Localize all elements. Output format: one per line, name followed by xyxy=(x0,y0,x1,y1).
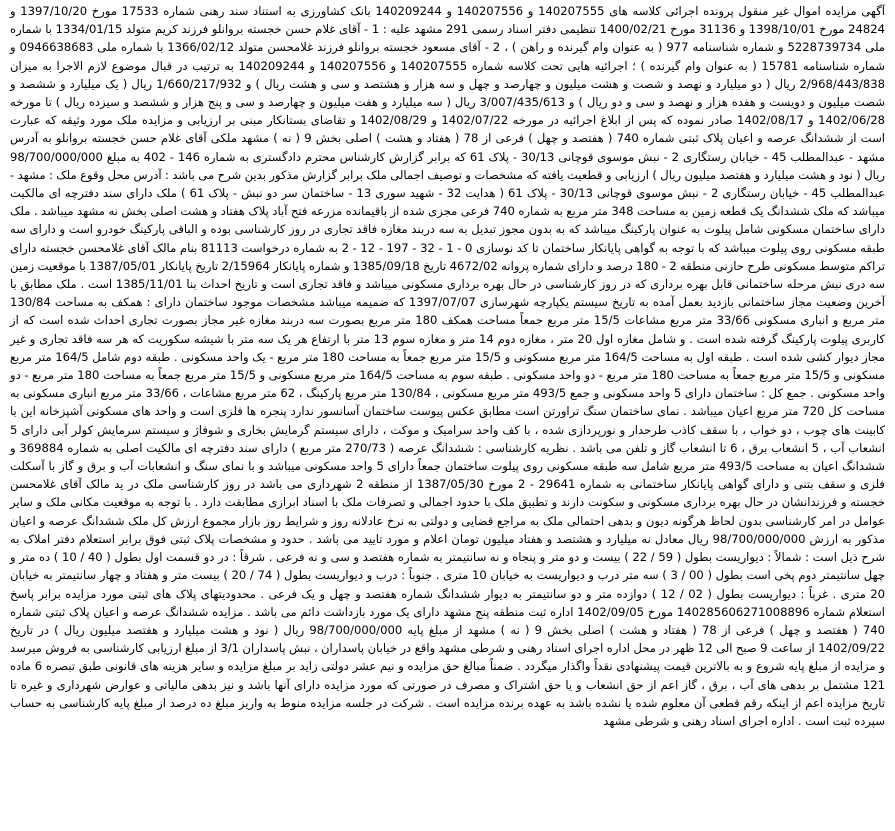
notice-body: آگهی مزایده اموال غیر منقول پرونده اجرائی کلاسه های 140207555 و 140207556 و 140209244 بانک کشاورزی به استناد سند رهنی شماره 17533 مورخ 1397/10/20 و 24824 مورخ 1398/10/01 و 31136 مورخ 1400/02/21 تنظیمی دفتر اسناد رسمی 291 مشهد علیه : 1 - آقای غلام حسن خجسته بروانلو فرزند کریم متولد 1334/01/15 با شماره ملی 5228739734 و شماره شناسنامه 977 ( به عنوان وام گیرنده و راهن ) ، 2 - آقای مسعود خجسته بروانلو فرزند غلامحسن متولد 1366/02/12 با شماره ملی 0946638683 و شماره شناسنامه 15781 ( به عنوان وام گیرنده ) ؛ اجرائیه هایی تحت کلاسه شماره 140207555 و 140207556 و 140209244 به ترتیب در قبال موضوع لازم الاجرا به میزان 2/968/443/838 ریال ( دو میلیارد و نهصد و شصت و هشت میلیون و چهارصد و چهل و سه هزار و هشتصد و سی و هشت ریال ) و 1/660/217/932 ریال ( یک میلیارد و ششصد و شصت میلیون و دویست و هفده هزار و نهصد و سی و دو ریال ) و 3/007/435/613 ریال ( سه میلیارد و هفت میلیون و چهارصد و سی و پنج هزار و ششصد و سیزده ریال ) تا مورخه 1402/06/28 و 1402/08/17 صادر نموده که پس از ابلاغ اجرائیه در مورخه 1402/07/22 و 1402/08/29 و تقاضای بستانکار مبنی بر ارزیابی و مزایده ملک مورد وثیقه که عبارت است از ششدانگ عرصه و اعیان پلاک ثبتی شماره 740 ( هفتصد و چهل ) فرعی از 78 ( هفتاد و هشت ) اصلی بخش 9 ( نه ) مشهد ملکی آقای غلام حسن خجسته بروانلو به آدرس مشهد - عبدالمطلب 45 - خیابان رستگاری 2 - نبش موسوی قوچانی 30/13 - پلاک 61 که برابر گزارش کارشناس محترم دادگستری به شماره 146 - 402 به مبلغ 98/700/000/000 ریال ( نود و هشت میلیارد و هفتصد میلیون ریال ) ارزیابی و قطعیت یافته که مشخصات و توصیف اجمالی ملک برابر گزارش مذکور بدین شرح می باشد : آدرس محل وقوع ملک : مشهد - عبدالمطلب 45 - خیابان رستگاری 2 - نبش موسوی قوچانی 30/13 - پلاک 61 ( هدایت 32 - شهید سوری 13 - ساختمان سر دو نبش - پلاک 61 ) ملک دارای سند دفترچه ای مالکیت میباشد که ملک ششدانگ یک قطعه زمین به مساحت 348 متر مربع به شماره 740 فرعی مجزی شده از باقیمانده مزرعه فتح آباد پلاک هفتاد و هشت اصلی بخش نه مشهد میباشد . ملک دارای ساختمان مسکونی شامل پیلوت به عنوان پارکینگ میباشد که به بدون مجوز تبدیل به سه دربند مغازه فاقد تجاری در روز کارشناسی بوده و الباقی پارکینگ خودرو است و دارای سه طبقه مسکونی روی پیلوت میباشد که با توجه به گواهی پایانکار ساختمان تا کد نوسازی 0 - 1 - 32 - 197 - 12 - 2 به شماره درخواست 81113 بنام مالک آقای غلامحسن خجسته دارای تراکم متوسط مسکونی طرح حازنی منطقه 2 - 180 درصد و دارای شماره پروانه 4672/02 تاریخ 1385/09/18 و شماره پایانکار 2/15964 تاریخ پایانکار 1387/05/01 با موقعیت زمین سه دری نبش مرحله ساختمانی قابل بهره برداری که در روز کارشناسی در حال بهره برداری مسکونی میباشد و فاقد تجاری است و تاریخ احداث بنا 1385/11/01 است . ملک مطابق با آخرین وضعیت مجاز ساختمانی بازدید بعمل آمده به تاریخ سیستم یکپارچه شهرسازی 1397/07/07 که ضمیمه میباشد مشخصات موجود ساختمان دارای : همکف به مساحت 130/84 متر مربع و انباری مسکونی 33/66 متر مربع مشاعات 15/5 متر مربع جمعاً مساحت همکف 180 متر مربع بصورت سه دربند مغازه غیر مجاز بصورت تجاری احداث شده است که از کاربری پیلوت پارکینگ گرفته شده است . و شامل مغازه اول 20 متر ، مغازه دوم 14 متر و مغازه سوم 13 متر با ارتفاع هر یک سه متر با شیشه سکوریت که هر سه فاقد تجاری و غیر مجاز دیوار کشی شده است . طبقه اول به مساحت 164/5 متر مربع مسکونی و 15/5 متر مربع جمعاً به مساحت 180 متر مربع - یک واحد مسکونی . طبقه دوم شامل 164/5 متر مربع مسکونی و 15/5 متر مربع جمعاً به مساحت 180 متر مربع - دو واحد مسکونی . طبقه سوم به مساحت 164/5 متر مربع مسکونی و 15/5 متر مربع جمعاً به مساحت 180 متر مربع - دو واحد مسکونی . جمع کل : ساختمان دارای 5 واحد مسکونی و جمع 493/5 متر مربع مسکونی ، 130/84 متر مربع پارکینگ ، 62 متر مربع مشاعات ، 33/66 متر مربع انباری مسکونی به مساحت کل 720 متر مربع اعیان میباشد . نمای ساختمان سنگ تراورتن است مطابق عکس پیوست ساختمان آسانسور ندارد پنجره ها فلزی است و واحد های مسکونی آشپزخانه این با کابینت های چوب ، دو خواب ، با سقف کاذب طرحدار و نورپردازی شده ، با کف واحد سرامیک و موکت ، دارای سیستم گرمایش بخاری و شوفاژ و سیستم سرمایش کولر آبی دارای 5 انشعاب آب ، 5 انشعاب برق ، 6 تا انشعاب گاز و تلفن می باشد . نظریه کارشناسی : ششدانگ عرصه ( 270/73 متر مربع ) دارای سند دفترچه ای مالکیت اصلی به شماره 369884 و ششدانگ اعیان به مساحت 493/5 متر مربع شامل سه طبقه مسکونی روی پیلوت ساختمان جمعاً دارای 5 واحد مسکونی میباشد و با نمای سنگ و انشعابات آب و برق و گاز با آسکلت فلزی و سقف بتنی و دارای گواهی پایانکار ساختمانی به شماره 29641 - 2 مورخ 1387/05/30 از منطقه 2 شهرداری می باشد در روز کارشناسی ملک در ید مالک آقای غلامحسن خجسته و فرزندانشان در حال بهره برداری مسکونی و سکونت دارند و تطبیق ملک با حدود اجمالی و تصرفات ملک با اسناد ابرازی مطابقت دارد . با توجه به موقعیت مکانی ملک و سایر عوامل در امر کارشناسی بدون لحاظ هرگونه دیون و بدهی احتمالی ملک به مراجع قضایی و دولتی به نرخ عادلانه روز و شرایط روز بازار مجموع ارزش کل ملک ششدانگ عرصه و اعیان مذکور به ارزش 98/700/000/000 ریال معادل نه میلیارد و هشتصد و هفتاد میلیون تومان اعلام و مورد تایید می باشد . حدود و مشخصات پلاک ثبتی فوق برابر استعلام دفتر املاک به شرح ذیل است : شمالاً : دیواریست بطول ( 59 / 22 ) بیست و دو متر و پنجاه و نه سانتیمتر به شماره هفتصد و سی و نه فرعی . شرقاً : در دو قسمت اول بطول ( 40 / 10 ) ده متر و چهل سانتیمتر دوم پخی است بطول ( 00 / 3 ) سه متر درب و دیواریست به خیابان 10 متری . جنوباً : درب و دیواریست بطول ( 74 / 20 ) بیست متر و هفتاد و چهار سانتیمتر به خیابان 20 متری . غرباً : دیواریست بطول ( 02 / 12 ) دوازده متر و دو سانتیمتر به دیوار ششدانگ شماره هفتصد و چهل و یک فرعی . محدودیتهای پلاک های ثبتی مورد مزایده برابر پاسخ استعلام شماره 140285606271008896 مورخ 1402/09/05 اداره ثبت منطقه پنج مشهد دارای یک مورد بازداشت دائم می باشد . مزایده ششدانگ عرصه و اعیان پلاک ثبتی شماره 740 ( هفتصد و چهل ) فرعی از 78 ( هفتاد و هشت ) اصلی بخش 9 ( نه ) مشهد از مبلغ پایه 98/700/000/000 ریال ( نود و هشت میلیارد و هفتصد میلیون ریال ) در تاریخ 1402/09/22 از ساعت 9 صبح الی 12 ظهر در محل اداره اجرای اسناد رهنی و شرطی مشهد واقع در خیابان پاسداران ، نبش پاسداران 3/1 از مبلغ ارزیابی کارشناسی به فروش میرسد و مزایده از مبلغ پایه شروع و به بالاترین قیمت پیشنهادی نقداً واگذار میگردد . ضمناً مبالغ حق مزایده و نیم عشر دولتی زاید بر مبلغ مزایده و سایر هزینه های قانونی طبق تبصره 6 ماده 121 مشتمل بر بدهی های آب ، برق ، گاز اعم از حق انشعاب و یا حق اشتراک و مصرف در صورتی که مورد مزایده دارای آنها باشد و نیز بدهی مالیاتی و عوارض شهرداری و غیره تا تاریخ مزایده اعم از اینکه رقم قطعی آن معلوم شده یا نشده باشد به عهده برنده مزایده است . شرکت در جلسه مزایده منوط به واریز مبلغ ده درصد از مبلغ پایه کارشناسی به حساب سپرده ثبت است . اداره اجرای اسناد رهنی و شرطی مشهد xyxy=(10,4,886,728)
